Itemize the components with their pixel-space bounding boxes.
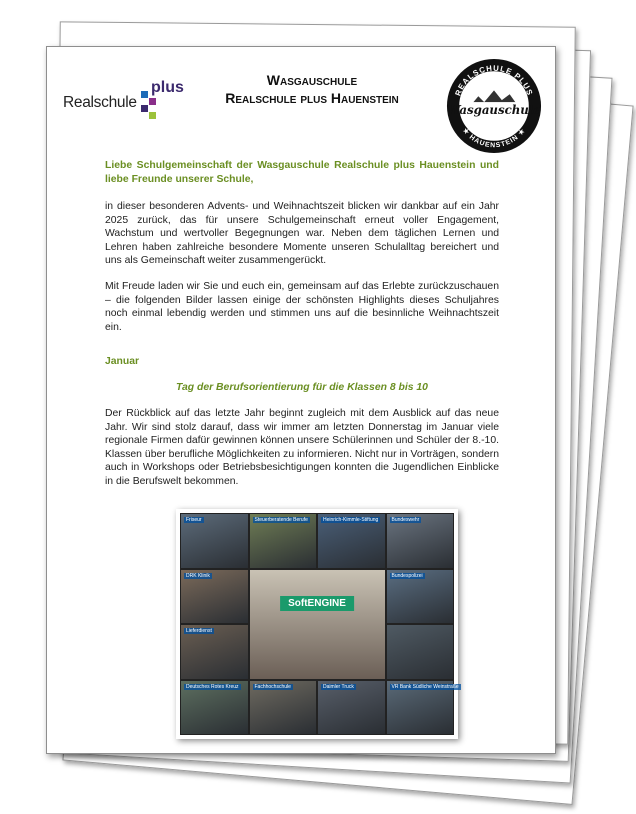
- softengine-sign: SoftENGINE: [280, 596, 354, 611]
- collage-photo: [387, 625, 454, 679]
- svg-text:Wasgauschule: Wasgauschule: [447, 102, 541, 117]
- collage-photo-label: Daimler Truck: [323, 683, 354, 690]
- collage-photo: [318, 514, 385, 568]
- photo-collage: [176, 509, 458, 739]
- greeting-text: Liebe Schulgemeinschaft der Wasgauschule Realschule plus Hauenstein und liebe Freunde unserer Schule,: [105, 160, 499, 185]
- logo-square-icon: [141, 105, 148, 112]
- collage-photo: [387, 570, 454, 624]
- header-school-type: Realschule plus Hauenstein: [225, 90, 399, 106]
- collage-photo-label: Bundespolizei: [391, 572, 423, 579]
- collage-center-photo: [250, 570, 385, 679]
- invitation-paragraph: Mit Freude laden wir Sie und euch ein, gemeinsam auf das Erlebte zurückzuschauen – die folgenden Bilder lassen einige der schönsten Highlights dieses Schuljahres noch einmal lebendig werden und stimmen uns auf die besinnliche Weihnachtszeit ein.: [105, 281, 499, 333]
- collage-photo: [387, 681, 459, 735]
- collage-photo: [250, 681, 317, 735]
- header-school-name: Wasgauschule: [266, 72, 358, 88]
- intro-paragraph: in dieser besonderen Advents- und Weihnachtszeit blicken wir dankbar auf ein Jahr 2025 zurück, das für unsere Schulgemeinschaft erneut voller Engagement, Wachstum und wertvoller Begegnungen war. Neben dem täglichen Lernen und Lehren haben zahlreiche besondere Momente unseren Schulalltag bereichert und uns als Gemeinschaft weiter zusammengerückt.: [105, 201, 499, 267]
- collage-photo: [181, 514, 248, 568]
- collage-photo: [250, 514, 317, 568]
- collage-photo: [318, 681, 385, 735]
- collage-photo-label: VR Bank Südliche Weinstraße: [391, 683, 459, 690]
- svg-text:REALSCHULE PLUS: REALSCHULE PLUS: [453, 63, 535, 98]
- collage-photo: [181, 681, 248, 735]
- event-title: Tag der Berufsorientierung für die Klassen 8 bis 10: [176, 382, 428, 393]
- collage-photo-label: Fachhochschule: [254, 683, 291, 690]
- collage-photo: [181, 570, 248, 624]
- svg-text:★ HAUENSTEIN ★: ★ HAUENSTEIN ★: [460, 126, 528, 150]
- logo-square-icon: [149, 98, 156, 105]
- realschule-plus-logo: [63, 79, 184, 123]
- collage-photo-label: DRK Klinik: [186, 572, 210, 579]
- collage-photo-label: Heinrich-Kimmle-Stiftung: [323, 517, 379, 523]
- event-paragraph: Der Rückblick auf das letzte Jahr beginnt zugleich mit dem Ausblick auf das neue Jahr. Wir sind stolz darauf, dass wir immer am letzten Donnerstag im Januar viele regionale Firmen dafür gewinnen können unsere Schülerinnen und Schüler der 8.-10. Klassen über berufliche Möglichkeiten zu informieren. Nicht nur in Vorträgen, sondern auch in Workshops oder Betriebsbesichtigungen konnten die Jugendlichen Einblicke in die Berufswelt bekommen.: [105, 408, 499, 487]
- collage-photo: [387, 514, 454, 568]
- collage-photo-label: Lieferdienst: [186, 628, 212, 634]
- collage-photo-label: Steuerberatende Berufe: [254, 517, 308, 523]
- page-header: [187, 71, 437, 107]
- collage-photo-label: Friseur: [186, 517, 202, 523]
- newsletter-page: [46, 46, 556, 754]
- month-heading: Januar: [105, 356, 140, 367]
- logo-wordmark: Realschule: [63, 94, 137, 111]
- school-seal-logo: [445, 57, 543, 155]
- logo-plus-text: plus: [151, 79, 184, 96]
- collage-photo-label: Deutsches Rotes Kreuz: [186, 683, 239, 690]
- collage-photo: [181, 625, 248, 679]
- logo-square-icon: [149, 112, 156, 119]
- collage-photo-label: Bundeswehr: [391, 517, 420, 523]
- logo-square-icon: [141, 91, 148, 98]
